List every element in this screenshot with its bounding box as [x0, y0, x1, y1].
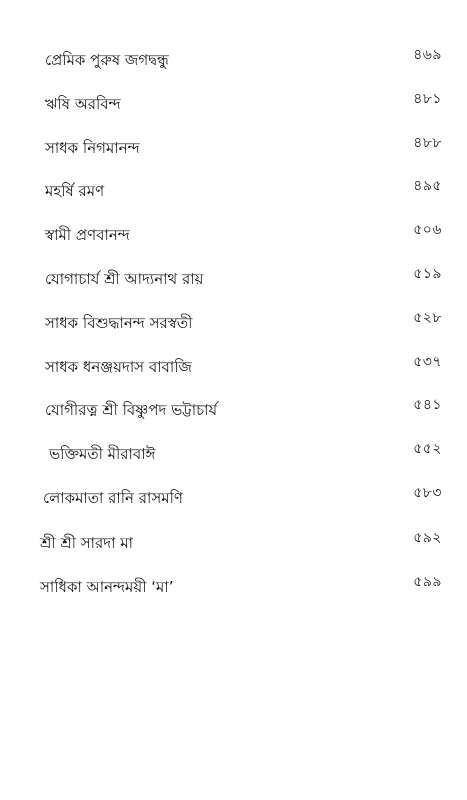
toc-entry-title: স্বামী প্রণবানন্দ	[45, 226, 130, 244]
toc-entry-title: যোগীরত্ন শ্রী বিষ্ণুপদ ভট্টাচার্য	[45, 401, 218, 419]
toc-entry-title: সাধিকা আনন্দময়ী ‘মা’	[40, 578, 174, 596]
toc-entry-title: ঋষি অরবিন্দ	[45, 95, 121, 113]
toc-entry-page: ৫৪১	[413, 397, 442, 413]
toc-entry-page: ৫৯২	[413, 530, 442, 546]
toc-entry-page: ৫৯৯	[413, 574, 442, 590]
toc-entry	[0, 308, 467, 338]
toc-entry-title: লোকমাতা রানি রাসমণি	[43, 489, 183, 507]
toc-entry-page: ৪৮৮	[413, 135, 442, 151]
toc-entry	[0, 176, 467, 206]
toc-entry	[0, 352, 467, 382]
toc-entry-title: মহর্ষি রমণ	[45, 182, 105, 200]
toc-entry-page: ৫৮৩	[413, 485, 442, 501]
toc-entry	[0, 395, 467, 425]
toc-entry	[0, 572, 467, 602]
toc-entry	[0, 483, 467, 513]
toc-entry-title: সাধক নিগমানন্দ	[45, 139, 140, 157]
toc-entry-title: প্রেমিক পুরুষ জগদ্বন্ধু	[45, 51, 169, 69]
toc-entry	[0, 528, 467, 558]
toc-entry-page: ৪৮১	[413, 91, 442, 107]
toc-entry	[0, 133, 467, 163]
toc-entry-title: শ্রী শ্রী সারদা মা	[40, 534, 133, 552]
toc-entry-page: ৪৬৯	[413, 47, 442, 63]
toc-entry-page: ৪৯৫	[413, 178, 442, 194]
toc-entry	[0, 220, 467, 250]
toc-entry-page: ৫৫২	[413, 441, 442, 457]
toc-entry-page: ৫২৮	[413, 310, 442, 326]
toc-entry-title: ভক্তিমতী মীরাবাঈ	[49, 445, 156, 463]
toc-entry-page: ৫০৬	[413, 222, 442, 238]
toc-entry	[0, 264, 467, 294]
toc-entry	[0, 439, 467, 469]
toc-entry-title: সাধক ধনঞ্জয়দাস বাবাজি	[45, 358, 192, 376]
toc-entry-title: যোগাচার্য শ্রী আদ্যনাথ রায়	[45, 270, 204, 288]
toc-entry-page: ৫১৯	[413, 266, 442, 282]
toc-entry-page: ৫৩৭	[413, 354, 442, 370]
toc-entry	[0, 45, 467, 75]
toc-entry-title: সাধক বিশুদ্ধানন্দ সরস্বতী	[45, 314, 193, 332]
toc-entry	[0, 89, 467, 119]
